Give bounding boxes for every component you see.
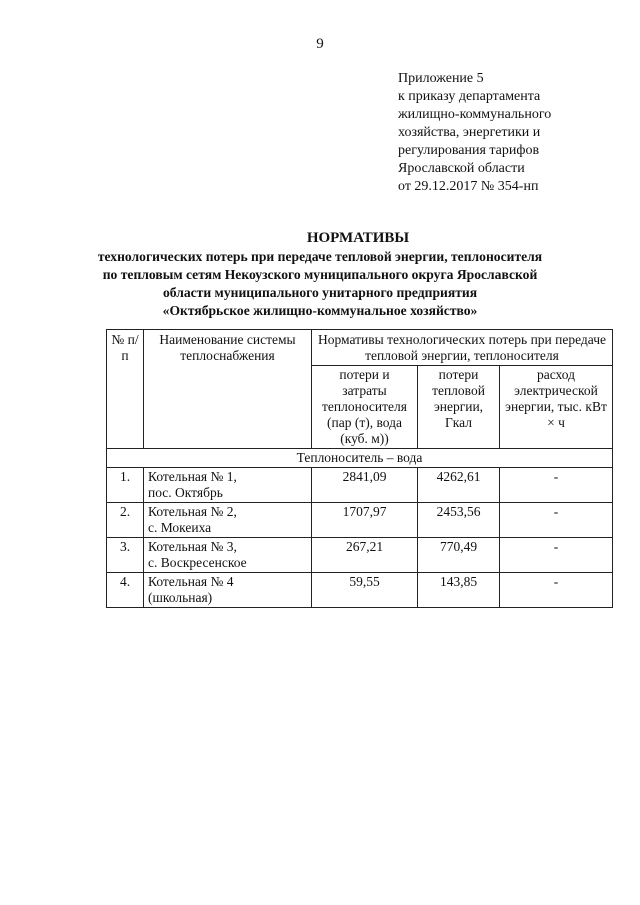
row-num: 2.	[107, 503, 144, 538]
row-power: -	[500, 503, 613, 538]
table-row	[107, 503, 613, 538]
row-num: 4.	[107, 573, 144, 608]
appendix-line: Приложение 5	[398, 71, 484, 86]
appendix-line: Ярославской области	[398, 161, 525, 176]
header-name: Наименование системы теплоснабжения	[144, 330, 312, 449]
row-heat: 2453,56	[418, 503, 500, 538]
row-heat: 770,49	[418, 538, 500, 573]
title-line: технологических потерь при передаче тепловой энергии, теплоносителя	[97, 249, 543, 264]
row-losses: 2841,09	[312, 468, 418, 503]
section-row	[107, 449, 613, 468]
header-heat: потери тепловой энергии, Гкал	[418, 366, 500, 449]
table-header-row	[107, 330, 613, 366]
row-power: -	[500, 573, 613, 608]
document-title	[0, 228, 640, 320]
appendix-reference	[398, 70, 551, 196]
table-row	[107, 468, 613, 503]
title-line: области муниципального унитарного предприятия	[162, 285, 478, 300]
row-heat: 143,85	[418, 573, 500, 608]
header-power: расход электрической энергии, тыс. кВт × ч	[500, 366, 613, 449]
title-line: «Октябрьское жилищно-коммунальное хозяйство»	[162, 303, 478, 318]
appendix-line: регулирования тарифов	[398, 143, 540, 158]
row-losses: 59,55	[312, 573, 418, 608]
norms-table	[106, 329, 613, 608]
table-row	[107, 538, 613, 573]
header-num: № п/п	[107, 330, 144, 449]
row-name: Котельная № 2, с. Мокеиха	[144, 503, 312, 538]
row-num: 1.	[107, 468, 144, 503]
appendix-line: жилищно-коммунального	[398, 107, 552, 122]
section-label: Теплоноситель – вода	[107, 449, 613, 468]
row-num: 3.	[107, 538, 144, 573]
row-losses: 1707,97	[312, 503, 418, 538]
page-number: 9	[316, 36, 324, 52]
header-losses: потери и затраты теплоносителя (пар (т), вода (куб. м))	[312, 366, 418, 449]
title-subheading	[0, 248, 640, 320]
row-name: Котельная № 4 (школьная)	[144, 573, 312, 608]
table-row	[107, 573, 613, 608]
row-name: Котельная № 1, пос. Октябрь	[144, 468, 312, 503]
title-heading: НОРМАТИВЫ	[306, 230, 410, 246]
row-name: Котельная № 3, с. Воскресенское	[144, 538, 312, 573]
appendix-line: к приказу департамента	[398, 89, 541, 104]
title-line: по тепловым сетям Некоузского муниципального округа Ярославской	[102, 267, 538, 282]
appendix-line: от 29.12.2017 № 354-нп	[398, 179, 539, 194]
appendix-line: хозяйства, энергетики и	[398, 125, 541, 140]
row-power: -	[500, 538, 613, 573]
row-heat: 4262,61	[418, 468, 500, 503]
header-group: Нормативы технологических потерь при передаче тепловой энергии, теплоносителя	[312, 330, 613, 366]
row-power: -	[500, 468, 613, 503]
row-losses: 267,21	[312, 538, 418, 573]
